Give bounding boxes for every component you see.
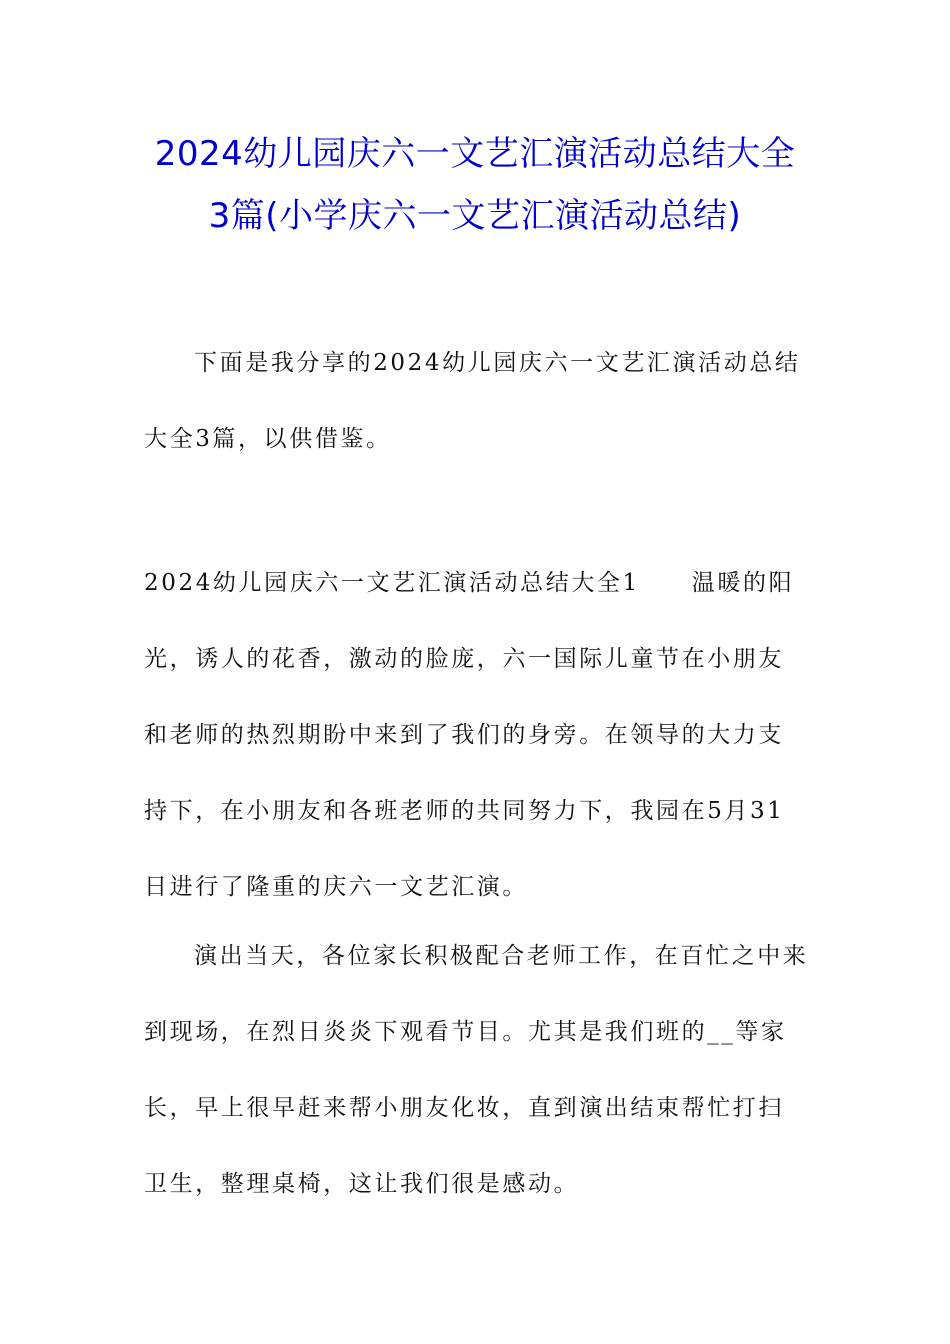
paragraph-2 [144,918,809,1222]
document-title-line2: 3篇(小学庆六一文艺汇演活动总结) [208,196,742,236]
intro-text: 下面是我分享的2024幼儿园庆六一文艺汇演活动总结大全3篇，以供借鉴。 [144,350,801,452]
section1-text: 温暖的阳光，诱人的花香，激动的脸庞，六一国际儿童节在小朋友和老师的热烈期盼中来到了我们的身旁。在领导的大力支持下，在小朋友和各班老师的共同努力下，我园在5月31日进行了隆重的庆六一文艺汇演。 [144,570,795,900]
intro-paragraph [144,325,809,477]
document-title-line1: 2024幼儿园庆六一文艺汇演活动总结大全 [154,134,796,174]
paragraph-2-text: 演出当天，各位家长积极配合老师工作，在百忙之中来到现场，在烈日炎炎下观看节目。尤其是我们班的__等家长，早上很早赶来帮小朋友化妆，直到演出结束帮忙打扫卫生，整理桌椅，这让我们很是感动。 [144,943,809,1197]
section1-heading: 2024幼儿园庆六一文艺汇演活动总结大全1 [144,570,640,596]
section1-paragraph [144,545,809,925]
